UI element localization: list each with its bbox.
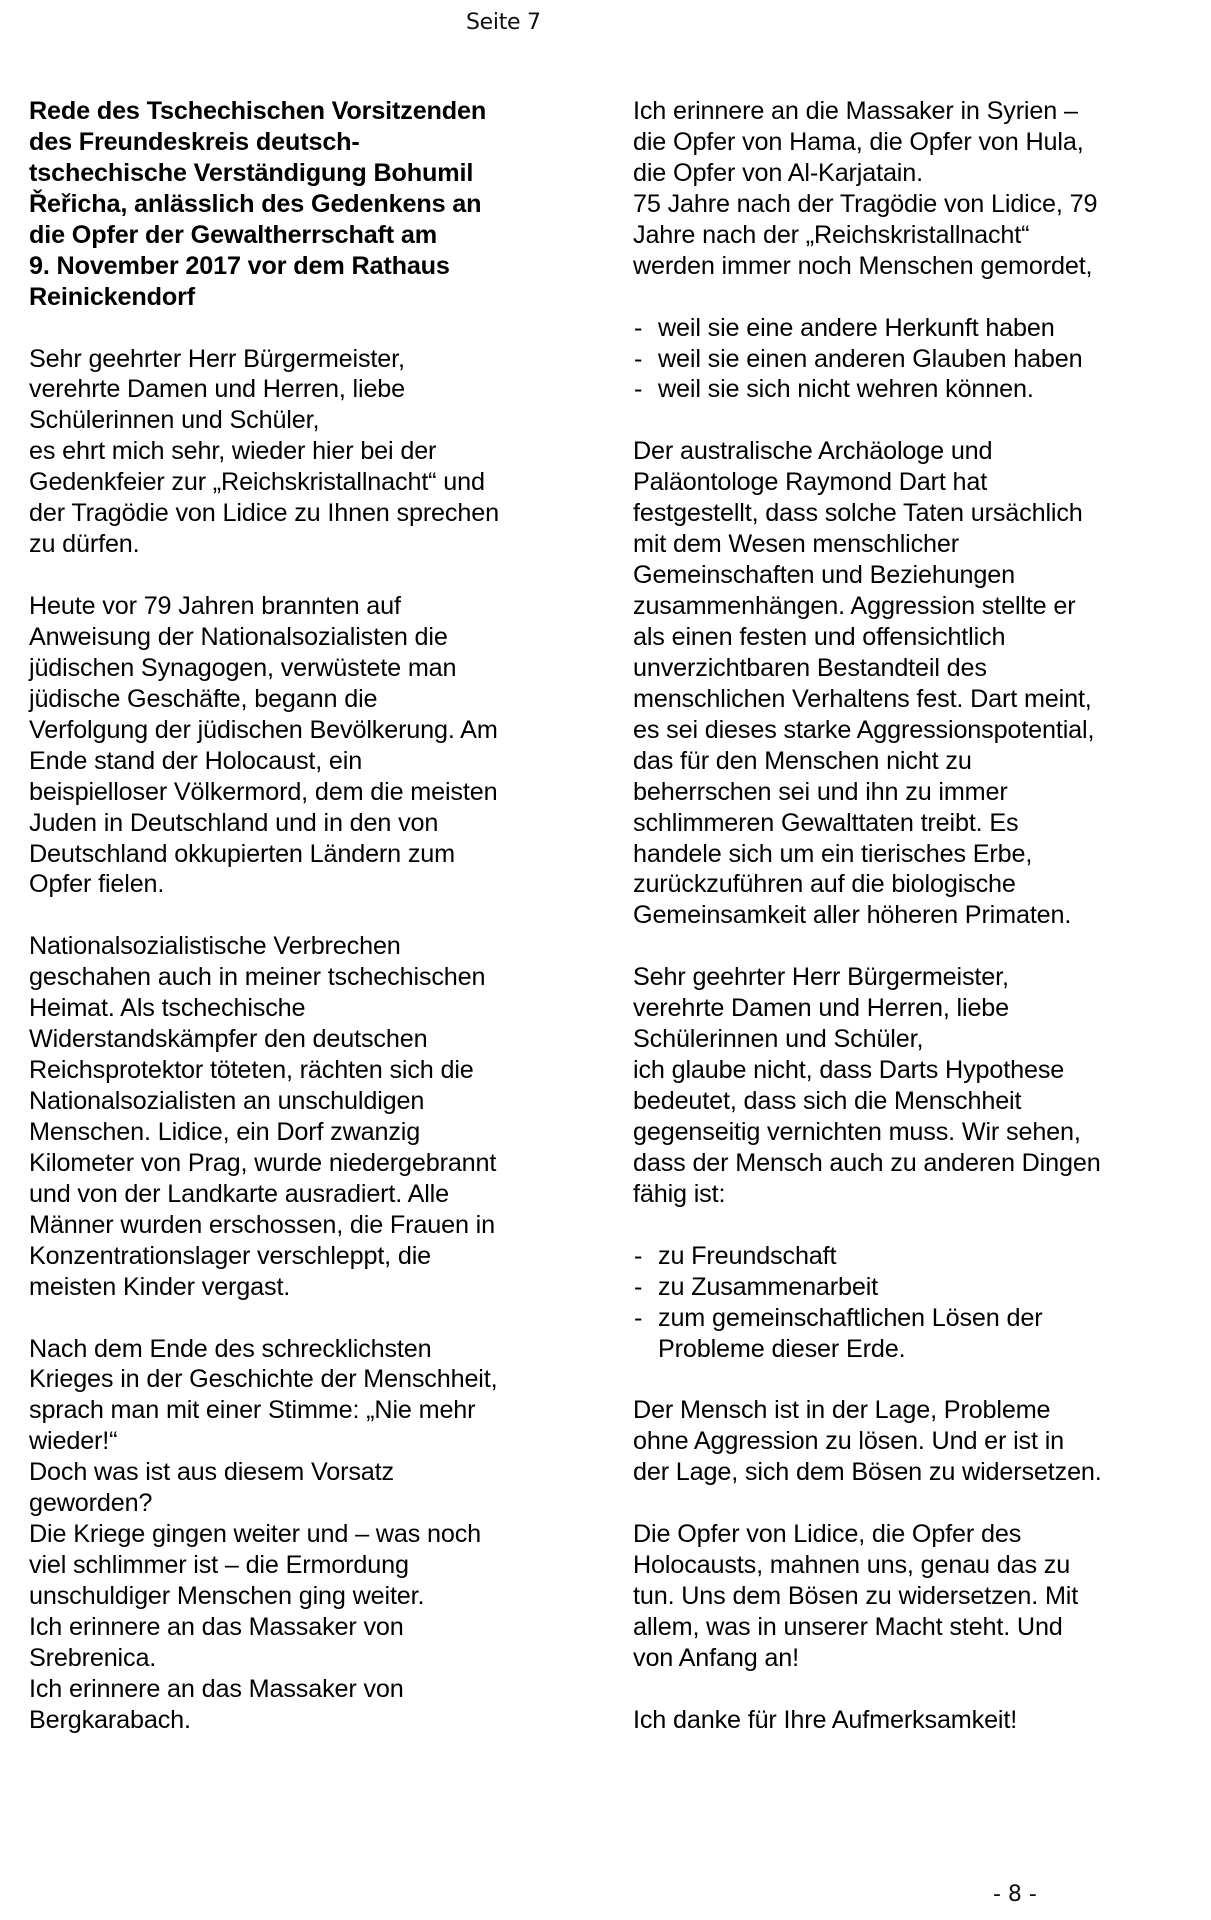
text-line: Die Opfer von Lidice, die Opfer des — [633, 1520, 1022, 1549]
title-line: 9. November 2017 vor dem Rathaus — [29, 251, 450, 280]
spacer — [633, 1674, 1193, 1705]
text-line: es sei dieses starke Aggressionspotential, — [633, 715, 1095, 744]
text-line: Krieges in der Geschichte der Menschheit, — [29, 1365, 498, 1394]
address-paragraph — [633, 962, 1193, 1210]
text-line: Verfolgung der jüdischen Bevölkerung. Am — [29, 715, 498, 744]
spacer — [633, 1364, 1193, 1395]
dash-bullet-icon: - — [634, 1241, 643, 1270]
text-line: fähig ist: — [633, 1179, 726, 1208]
text-line: Reichsprotektor töteten, rächten sich die — [29, 1056, 474, 1085]
text-line: und von der Landkarte ausradiert. Alle — [29, 1179, 449, 1208]
text-line: Gedenkfeier zur „Reichskristallnacht“ und — [29, 468, 485, 497]
spacer — [29, 560, 589, 591]
text-line: allem, was in unserer Macht steht. Und — [633, 1612, 1063, 1641]
text-line: wieder!“ — [29, 1427, 118, 1456]
list-item-text: zu Zusammenarbeit — [658, 1272, 879, 1301]
text-line: der Tragödie von Lidice zu Ihnen sprechen — [29, 499, 499, 528]
text-line: Srebrenica. — [29, 1643, 157, 1672]
text-line: beherrschen sei und ihn zu immer — [633, 777, 1008, 806]
text-line: 75 Jahre nach der Tragödie von Lidice, 79 — [633, 189, 1098, 218]
spacer — [633, 1488, 1193, 1519]
text-line: menschlichen Verhaltens fest. Dart meint, — [633, 684, 1092, 713]
text-line: Gemeinsamkeit aller höheren Primaten. — [633, 901, 1072, 930]
right-column — [633, 96, 1193, 1736]
text-line: Juden in Deutschland und in den von — [29, 808, 439, 837]
postwar-paragraph — [29, 1334, 589, 1736]
text-line: als einen festen und offensichtlich — [633, 622, 1006, 651]
victims-paragraph — [633, 1519, 1193, 1674]
text-line: Nationalsozialistische Verbrechen — [29, 932, 401, 961]
text-line: jüdische Geschäfte, begann die — [29, 684, 378, 713]
list-item — [633, 374, 1193, 405]
text-line: meisten Kinder vergast. — [29, 1272, 291, 1301]
text-line: bedeutet, dass sich die Menschheit — [633, 1087, 1022, 1115]
list-item — [633, 344, 1193, 375]
text-line: tun. Uns dem Bösen zu widersetzen. Mit — [633, 1582, 1079, 1610]
syria-paragraph — [633, 96, 1193, 282]
text-line: Nach dem Ende des schrecklichsten — [29, 1334, 432, 1363]
page-header-label: Seite 7 — [466, 10, 541, 35]
text-line: gegenseitig vernichten muss. Wir sehen, — [633, 1117, 1081, 1146]
text-line: verehrte Damen und Herren, liebe — [29, 375, 406, 404]
title-line: Reinickendorf — [29, 282, 195, 311]
text-line: Bergkarabach. — [29, 1705, 191, 1734]
text-line: Anweisung der Nationalsozialisten die — [29, 622, 448, 651]
text-line: Paläontologe Raymond Dart hat — [633, 468, 988, 497]
dash-bullet-icon: - — [634, 1303, 643, 1332]
dash-bullet-icon: - — [634, 344, 643, 373]
text-line: geschahen auch in meiner tschechischen — [29, 963, 486, 992]
text-line: Sehr geehrter Herr Bürgermeister, — [29, 344, 405, 373]
text-line: Heute vor 79 Jahren brannten auf — [29, 592, 401, 620]
text-line: festgestellt, dass solche Taten ursächlich — [633, 499, 1083, 528]
dash-bullet-icon: - — [634, 1272, 643, 1301]
spacer — [633, 931, 1193, 962]
text-line: Männer wurden erschossen, die Frauen in — [29, 1210, 495, 1239]
text-line: Opfer fielen. — [29, 870, 165, 899]
text-line: viel schlimmer ist – die Ermordung — [29, 1551, 409, 1580]
list-item — [633, 1303, 1193, 1334]
title-line: tschechische Verständigung Bohumil — [29, 158, 474, 187]
text-line: die Opfer von Al-Karjatain. — [633, 158, 923, 187]
list-item-continuation: Probleme dieser Erde. — [658, 1334, 906, 1363]
text-line: Doch was ist aus diesem Vorsatz — [29, 1458, 394, 1487]
text-line: Heimat. Als tschechische — [29, 994, 306, 1023]
text-line: unschuldiger Menschen ging weiter. — [29, 1582, 425, 1610]
text-line: Ende stand der Holocaust, ein — [29, 746, 363, 775]
text-line: Sehr geehrter Herr Bürgermeister, — [633, 963, 1009, 992]
text-line: von Anfang an! — [633, 1643, 799, 1672]
text-line: jüdischen Synagogen, verwüstete man — [29, 653, 457, 682]
spacer — [29, 900, 589, 931]
title-line: des Freundeskreis deutsch- — [29, 127, 360, 156]
text-line: der Lage, sich dem Bösen zu widersetzen. — [633, 1458, 1102, 1487]
dash-bullet-icon: - — [634, 313, 643, 342]
text-line: zu dürfen. — [29, 530, 140, 559]
text-line: zusammenhängen. Aggression stellte er — [633, 592, 1076, 620]
list-item-text: zu Freundschaft — [658, 1241, 837, 1270]
text-line: Jahre nach der „Reichskristallnacht“ — [633, 220, 1030, 249]
spacer — [633, 405, 1193, 436]
text-line: werden immer noch Menschen gemordet, — [633, 251, 1093, 280]
text-line: mit dem Wesen menschlicher — [633, 530, 959, 559]
greeting-paragraph — [29, 344, 589, 561]
text-line: Schülerinnen und Schüler, — [633, 1025, 924, 1054]
list-item-text: weil sie einen anderen Glauben haben — [658, 344, 1083, 373]
list-item-text: zum gemeinschaftlichen Lösen der — [658, 1303, 1043, 1332]
spacer — [633, 282, 1193, 313]
solution-paragraph — [633, 1395, 1193, 1488]
reasons-list — [633, 313, 1193, 406]
title-line: die Opfer der Gewaltherrschaft am — [29, 220, 437, 249]
text-line: Gemeinschaften und Beziehungen — [633, 561, 1015, 590]
text-line: ohne Aggression zu lösen. Und er ist in — [633, 1427, 1064, 1456]
text-line: Konzentrationslager verschleppt, die — [29, 1241, 432, 1270]
list-item-text: weil sie sich nicht wehren können. — [658, 375, 1034, 404]
text-line: Deutschland okkupierten Ländern zum — [29, 839, 456, 868]
text-line: Ich erinnere an das Massaker von — [29, 1612, 404, 1641]
text-line: ich glaube nicht, dass Darts Hypothese — [633, 1056, 1065, 1085]
text-line: Kilometer von Prag, wurde niedergebrannt — [29, 1148, 497, 1177]
text-line: Schülerinnen und Schüler, — [29, 406, 320, 435]
dash-bullet-icon: - — [634, 375, 643, 404]
text-line: sprach man mit einer Stimme: „Nie mehr — [29, 1396, 476, 1425]
text-line: Holocausts, mahnen uns, genau das zu — [633, 1551, 1071, 1580]
text-line: Ich erinnere an das Massaker von — [29, 1674, 404, 1703]
history-paragraph — [29, 591, 589, 900]
text-line: geworden? — [29, 1489, 153, 1518]
list-item — [633, 1272, 1193, 1303]
page-number: - 8 - — [993, 1882, 1037, 1907]
lidice-paragraph — [29, 931, 589, 1302]
text-line: Der Mensch ist in der Lage, Probleme — [633, 1396, 1051, 1425]
text-line: schlimmeren Gewalttaten treibt. Es — [633, 808, 1019, 837]
list-item — [633, 313, 1193, 344]
spacer — [29, 1303, 589, 1334]
list-item — [633, 1241, 1193, 1272]
closing-line: Ich danke für Ihre Aufmerksamkeit! — [633, 1705, 1018, 1734]
text-line: verehrte Damen und Herren, liebe — [633, 994, 1010, 1023]
text-line: Nationalsozialisten an unschuldigen — [29, 1087, 425, 1115]
abilities-list — [633, 1241, 1193, 1365]
title-line: Řeřicha, anlässlich des Gedenkens an — [29, 189, 482, 218]
text-line: es ehrt mich sehr, wieder hier bei der — [29, 437, 437, 466]
text-line: handele sich um ein tierisches Erbe, — [633, 839, 1033, 868]
text-line: zurückzuführen auf die biologische — [633, 870, 1016, 899]
text-line: Der australische Archäologe und — [633, 437, 993, 466]
text-line: unverzichtbaren Bestandteil des — [633, 653, 987, 682]
spacer — [29, 313, 589, 344]
text-line: Widerstandskämpfer den deutschen — [29, 1025, 428, 1054]
text-line: beispielloser Völkermord, dem die meisten — [29, 777, 498, 806]
text-line: dass der Mensch auch zu anderen Dingen — [633, 1148, 1101, 1177]
text-line: Menschen. Lidice, ein Dorf zwanzig — [29, 1117, 421, 1146]
text-line: Ich erinnere an die Massaker in Syrien – — [633, 97, 1078, 125]
list-item-text: weil sie eine andere Herkunft haben — [658, 313, 1055, 342]
dart-paragraph — [633, 436, 1193, 931]
text-line: die Opfer von Hama, die Opfer von Hula, — [633, 127, 1084, 156]
left-column — [29, 96, 589, 1736]
text-line: das für den Menschen nicht zu — [633, 746, 972, 775]
spacer — [633, 1210, 1193, 1241]
text-line: Die Kriege gingen weiter und – was noch — [29, 1520, 482, 1549]
speech-title — [29, 96, 589, 313]
title-line: Rede des Tschechischen Vorsitzenden — [29, 97, 487, 125]
